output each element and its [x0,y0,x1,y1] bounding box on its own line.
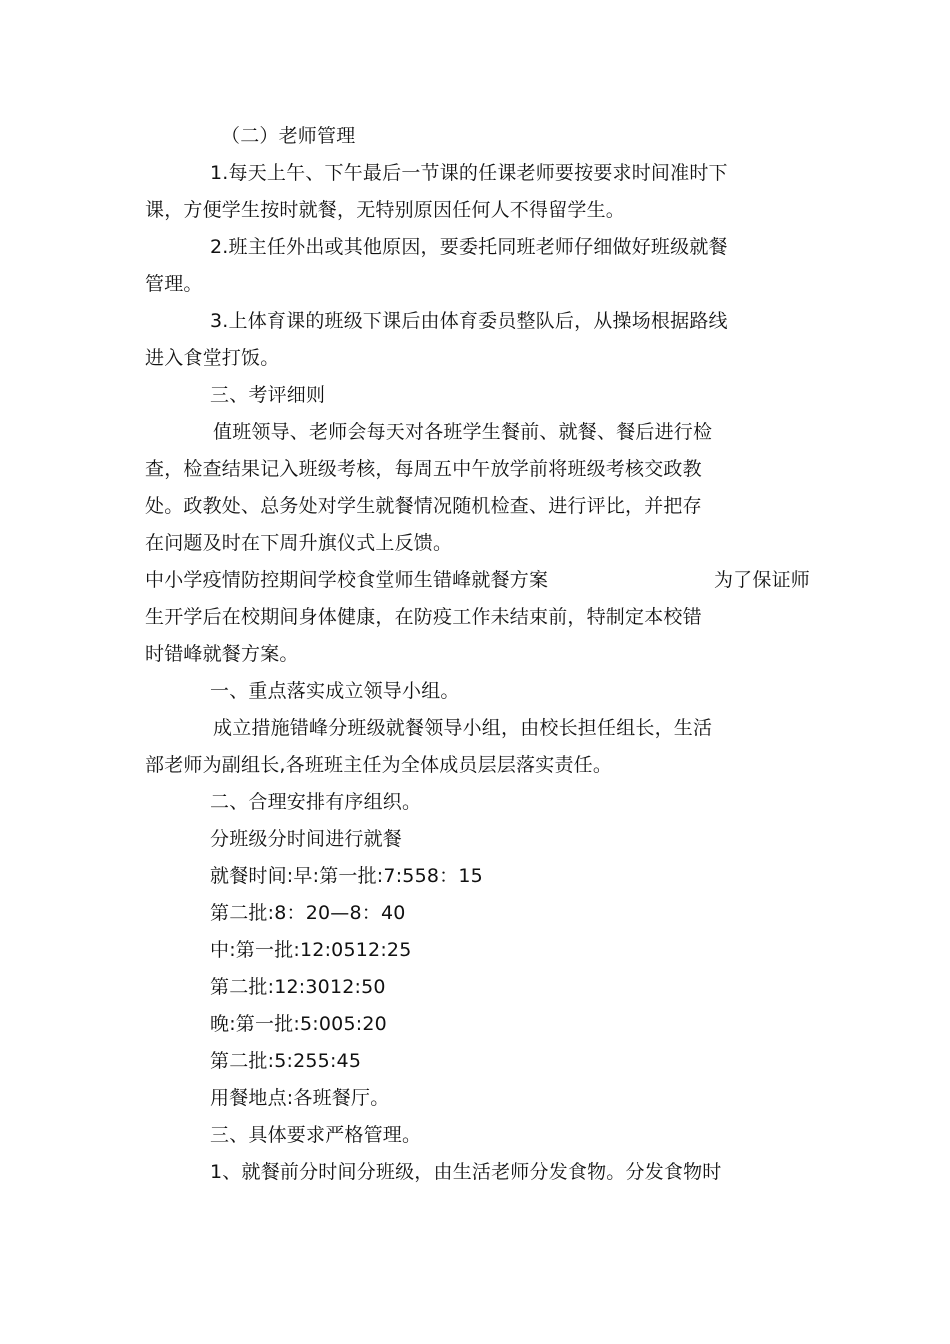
paragraph-line: 3.上体育课的班级下课后由体育委员整队后，从操场根据路线 [210,310,728,332]
paragraph-line: 1.每天上午、下午最后一节课的任课老师要按要求时间准时下 [210,162,728,184]
paragraph-line: 课，方便学生按时就餐，无特别原因任何人不得留学生。 [145,199,626,221]
section-heading-leadership: 一、重点落实成立领导小组。 [210,680,460,702]
location-line: 用餐地点:各班餐厅。 [210,1087,390,1109]
paragraph-line: 处。政教处、总务处对学生就餐情况随机检查、进行评比，并把存 [145,495,702,517]
schedule-line: 第二批:8：20—8：40 [210,902,406,924]
paragraph-line: 时错峰就餐方案。 [145,643,299,665]
paragraph-line: 2.班主任外出或其他原因，要委托同班老师仔细做好班级就餐 [210,236,728,258]
section-heading-requirements: 三、具体要求严格管理。 [210,1124,422,1146]
schedule-line: 第二批:12:3012:50 [210,976,386,998]
section-heading-teacher-management: （二）老师管理 [221,125,356,147]
section-heading-arrangement: 二、合理安排有序组织。 [210,791,422,813]
plan-title: 中小学疫情防控期间学校食堂师生错峰就餐方案 [145,569,549,591]
document-body [145,118,810,1191]
schedule-line: 中:第一批:12:0512:25 [210,939,412,961]
paragraph-line: 查，检查结果记入班级考核，每周五中午放学前将班级考核交政教 [145,458,702,480]
schedule-line: 就餐时间:早:第一批:7:558：15 [210,865,483,887]
paragraph-fragment: 为了保证师 [713,569,810,591]
paragraph-line: 1、就餐前分时间分班级，由生活老师分发食物。分发食物时 [210,1161,722,1183]
schedule-line: 第二批:5:255:45 [210,1050,362,1072]
paragraph-line: 值班领导、老师会每天对各班学生餐前、就餐、餐后进行检 [213,421,713,443]
paragraph-line: 在问题及时在下周升旗仪式上反馈。 [145,532,453,554]
paragraph-line: 成立措施错峰分班级就餐领导小组，由校长担任组长，生活 [213,717,713,739]
paragraph-line: 部老师为副组长,各班班主任为全体成员层层落实责任。 [145,754,613,776]
plan-title-line [145,562,810,599]
paragraph-line: 生开学后在校期间身体健康，在防疫工作未结束前，特制定本校错 [145,606,702,628]
paragraph-line: 管理。 [145,273,203,295]
paragraph-line: 分班级分时间进行就餐 [210,828,403,850]
paragraph-line: 进入食堂打饭。 [145,347,280,369]
schedule-line: 晚:第一批:5:005:20 [210,1013,387,1035]
section-heading-evaluation: 三、考评细则 [210,384,326,406]
